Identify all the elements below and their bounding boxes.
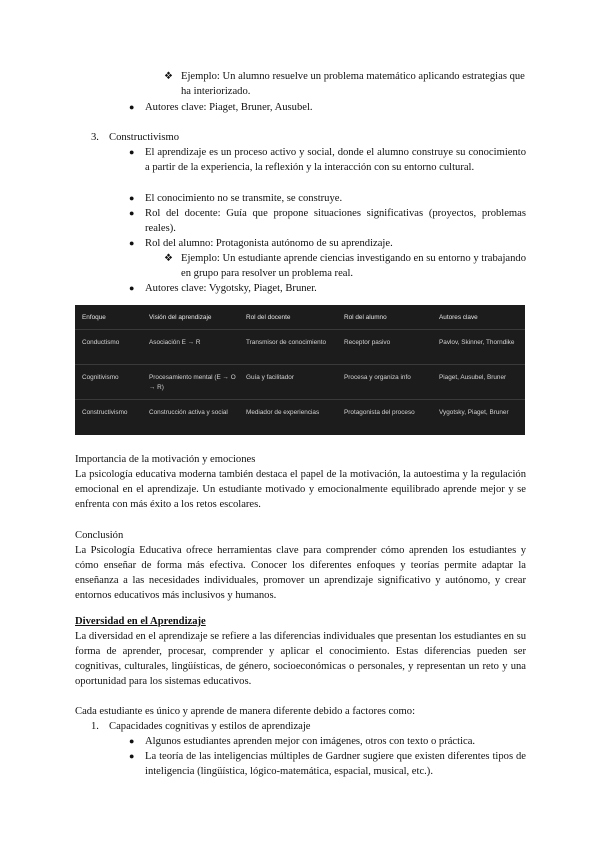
- constructivism-bullet-1: El aprendizaje es un proceso activo y social, donde el alumno construye su conocimiento a partir de la experiencia, la reflexión y la interacción con su entorno cultural.: [145, 147, 526, 173]
- diversity-body: La diversidad en el aprendizaje se refiere a las diferencias individuales que presentan los estudiantes en su forma de aprender, procesar, comprender y aplicar el conocimiento. Estas diferencias pueden ser cognitivas, culturales, lingüísticas, de género, socioeconómicas o personales, y representan un reto y una oportunidad para los sistemas educativos.: [75, 631, 526, 687]
- table-header-cell: Rol del docente: [246, 314, 291, 321]
- table-cell: Construcción activa y social: [149, 409, 228, 416]
- diversity-bullet-2: La teoría de las inteligencias múltiples de Gardner sugiere que existen diferentes tipos de inteligencia (lingüística, lógico-matemática, espacial, musical, etc.).: [145, 751, 526, 777]
- diversity-item-title: Capacidades cognitivas y estilos de aprendizaje: [109, 721, 311, 732]
- bullet-icon: ●: [129, 283, 135, 293]
- constructivism-bullet-5: Autores clave: Vygotsky, Piaget, Bruner.: [145, 283, 317, 294]
- bullet-icon: ●: [129, 751, 135, 761]
- table-cell: Piaget, Ausubel, Bruner: [439, 374, 507, 381]
- diversity-bullet-1: Algunos estudiantes aprenden mejor con imágenes, otros con texto o práctica.: [145, 736, 476, 747]
- table-cell: Procesa y organiza info: [344, 374, 411, 381]
- table-header-cell: Enfoque: [82, 314, 106, 321]
- table-cell: Asociación E → R: [149, 339, 201, 346]
- table-header-cell: Autores clave: [439, 314, 478, 321]
- bullet-icon: ●: [129, 238, 135, 248]
- list-number: 1.: [91, 721, 99, 732]
- diamond-bullet-icon: ❖: [164, 253, 173, 264]
- diversity-title: Diversidad en el Aprendizaje: [75, 616, 206, 627]
- table-row: [75, 365, 525, 400]
- bullet-icon: ●: [129, 193, 135, 203]
- motivation-heading: Importancia de la motivación y emociones: [75, 454, 256, 465]
- constructivism-bullet-4: Rol del alumno: Protagonista autónomo de su aprendizaje.: [145, 238, 393, 249]
- table-header-cell: Visión del aprendizaje: [149, 314, 212, 321]
- table-cell: Constructivismo: [82, 409, 128, 416]
- cognitivism-authors: Autores clave: Piaget, Bruner, Ausubel.: [145, 102, 313, 113]
- constructivism-title: Constructivismo: [109, 132, 180, 143]
- list-number: 3.: [91, 132, 99, 143]
- constructivism-bullet-2: El conocimiento no se transmite, se construye.: [145, 193, 343, 204]
- bullet-icon: ●: [129, 208, 135, 218]
- constructivism-bullet-3: Rol del docente: Guía que propone situaciones significativas (proyectos, problemas reales).: [145, 208, 526, 234]
- comparison-table: [75, 305, 525, 435]
- motivation-body: La psicología educativa moderna también destaca el papel de la motivación, la autoestima y la regulación emocional en el aprendizaje. Un estudiante motivado y emocionalmente equilibrado aprende mejor y se enfrenta con más éxito a los retos escolares.: [75, 469, 526, 510]
- cognitivism-example: Ejemplo: Un alumno resuelve un problema matemático aplicando estrategias que ha interiorizado.: [181, 71, 525, 97]
- diversity-intro: Cada estudiante es único y aprende de manera diferente debido a factores como:: [75, 706, 416, 717]
- conclusion-heading: Conclusión: [75, 530, 124, 541]
- table-cell: Vygotsky, Piaget, Bruner: [439, 409, 509, 416]
- bullet-icon: ●: [129, 147, 135, 157]
- table-header-row: [75, 305, 525, 330]
- table-cell: Transmisor de conocimiento: [246, 339, 327, 346]
- constructivism-example: Ejemplo: Un estudiante aprende ciencias investigando en su entorno y trabajando en grupo para resolver un problema real.: [181, 253, 526, 279]
- table-header-cell: Rol del alumno: [344, 314, 387, 321]
- bullet-icon: ●: [129, 736, 135, 746]
- table-row: [75, 330, 525, 365]
- table-cell: Conductismo: [82, 339, 120, 346]
- bullet-icon: ●: [129, 102, 135, 112]
- table-cell: Receptor pasivo: [344, 339, 391, 346]
- table-cell: Protagonista del proceso: [344, 409, 415, 416]
- table-cell: Procesamiento mental (E → O → R): [149, 374, 236, 391]
- table-cell: Guía y facilitador: [246, 374, 294, 381]
- table-cell: Mediador de experiencias: [246, 409, 320, 416]
- table-cell: Pavlov, Skinner, Thorndike: [439, 339, 515, 346]
- table-cell: Cognitivismo: [82, 374, 119, 381]
- diamond-bullet-icon: ❖: [164, 71, 173, 82]
- conclusion-body: La Psicología Educativa ofrece herramientas clave para comprender cómo aprenden los estudiantes y cómo enseñar de forma más efectiva. Conocer los diferentes enfoques y teorías permite adaptar la enseñanza a las necesidades individuales, promover un aprendizaje significativo y autónomo, y crear entornos educativos más inclusivos y humanos.: [75, 545, 526, 601]
- table-row: [75, 400, 525, 435]
